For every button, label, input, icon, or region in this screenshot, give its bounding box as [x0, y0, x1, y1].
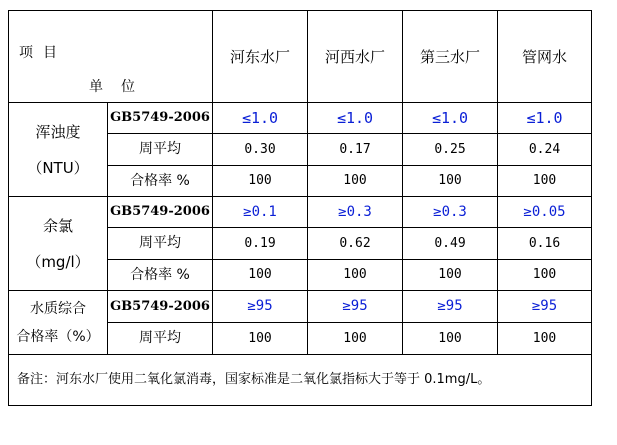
row-label: 周平均: [108, 134, 213, 166]
group-name-line2: （NTU）: [27, 158, 89, 177]
cell-value: 100: [403, 166, 498, 197]
cell-value: 0.17: [308, 134, 403, 166]
cell-value: 100: [498, 323, 592, 355]
item-unit-header-cell: [9, 11, 213, 103]
group-name-line1: 水质综合: [30, 300, 86, 317]
standard-value: ≥0.1: [213, 197, 308, 228]
cell-value: 100: [213, 323, 308, 355]
unit-label: 单位: [89, 79, 153, 95]
group-name-line1: 浑浊度: [35, 122, 81, 141]
row-label: 合格率 %: [108, 260, 213, 291]
cell-value: 0.30: [213, 134, 308, 166]
cell-value: 100: [213, 166, 308, 197]
standard-value: ≥95: [308, 291, 403, 323]
cell-value: 0.49: [403, 228, 498, 260]
cell-value: 0.25: [403, 134, 498, 166]
header-row: [9, 11, 592, 103]
row-label: 合格率 %: [108, 166, 213, 197]
standard-value: ≤1.0: [213, 103, 308, 134]
cell-value: 100: [498, 166, 592, 197]
cell-value: 100: [213, 260, 308, 291]
cell-value: 100: [308, 260, 403, 291]
group-name-turbidity: [9, 103, 108, 197]
row-label: GB5749-2006: [108, 103, 213, 134]
item-label: 项目: [19, 45, 67, 61]
table-row: [9, 291, 592, 323]
standard-value: ≥95: [498, 291, 592, 323]
standard-value: ≤1.0: [403, 103, 498, 134]
cell-value: 0.16: [498, 228, 592, 260]
cell-value: 0.62: [308, 228, 403, 260]
note-row: [9, 355, 592, 406]
group-name-line1: 余氯: [42, 216, 73, 235]
cell-value: 100: [403, 260, 498, 291]
column-header-hexi: 河西水厂: [308, 11, 403, 103]
table-row: [9, 197, 592, 228]
cell-value: 100: [308, 166, 403, 197]
group-name-residual-chlorine: [9, 197, 108, 291]
standard-value: ≥95: [403, 291, 498, 323]
standard-value: ≤1.0: [308, 103, 403, 134]
standard-value: ≥0.05: [498, 197, 592, 228]
footnote: 备注：河东水厂使用二氧化氯消毒，国家标准是二氧化氯指标大于等于 0.1mg/L。: [9, 355, 592, 406]
cell-value: 100: [308, 323, 403, 355]
water-quality-table: [8, 10, 592, 406]
standard-value: ≥0.3: [308, 197, 403, 228]
group-name-line2: （mg/l）: [26, 252, 90, 271]
standard-value: ≥0.3: [403, 197, 498, 228]
column-header-hedong: 河东水厂: [213, 11, 308, 103]
row-label: 周平均: [108, 228, 213, 260]
group-name-overall-pass-rate: [9, 291, 108, 355]
cell-value: 0.19: [213, 228, 308, 260]
cell-value: 100: [403, 323, 498, 355]
column-header-pipe-network: 管网水: [498, 11, 592, 103]
water-quality-table-wrapper: [8, 10, 592, 406]
cell-value: 100: [498, 260, 592, 291]
row-label: GB5749-2006: [108, 291, 213, 323]
column-header-third-plant: 第三水厂: [403, 11, 498, 103]
table-row: [9, 103, 592, 134]
standard-value: ≤1.0: [498, 103, 592, 134]
row-label: GB5749-2006: [108, 197, 213, 228]
row-label: 周平均: [108, 323, 213, 355]
standard-value: ≥95: [213, 291, 308, 323]
group-name-line2: 合格率（%）: [16, 328, 100, 345]
cell-value: 0.24: [498, 134, 592, 166]
